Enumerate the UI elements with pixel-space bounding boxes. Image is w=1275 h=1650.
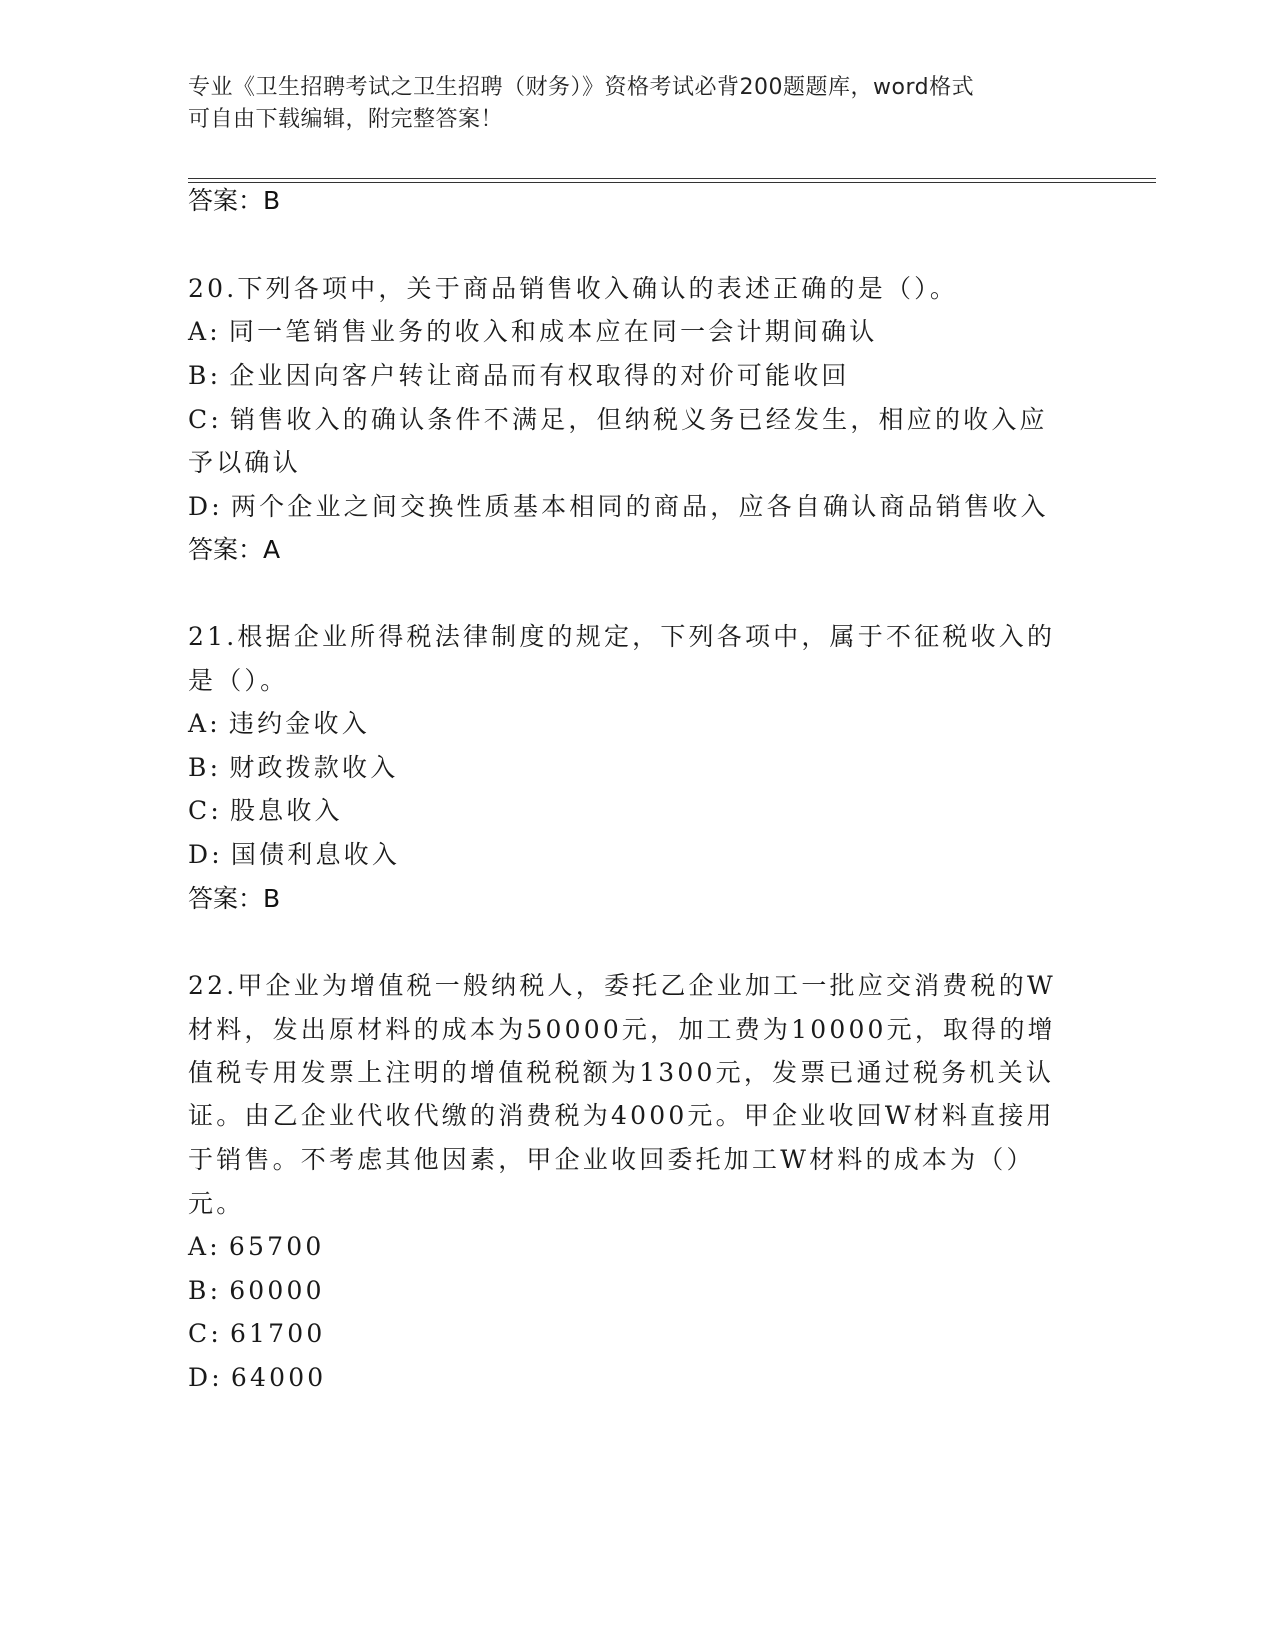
option-label: A:	[188, 1232, 221, 1261]
option-label: B:	[188, 1276, 222, 1305]
option-text: 企业因向客户转让商品而有权取得的对价可能收回	[229, 361, 850, 390]
prev-answer	[188, 184, 280, 218]
option-label: C:	[188, 796, 222, 825]
q20-option-c-continued	[188, 446, 301, 480]
answer-value: B	[263, 884, 281, 913]
option-label: B:	[188, 361, 222, 390]
option-text: 财政拨款收入	[229, 753, 399, 782]
option-text: 违约金收入	[228, 709, 370, 738]
option-text: 60000	[229, 1276, 325, 1305]
option-text: 股息收入	[229, 796, 343, 825]
header-line-2: 可自由下载编辑，附完整答案！	[188, 107, 504, 132]
header-divider	[188, 178, 1156, 183]
option-label: C:	[188, 405, 222, 434]
option-text: 国债利息收入	[230, 840, 401, 869]
q21-stem-line-2: 是（）。	[188, 666, 289, 695]
option-text: 65700	[228, 1232, 325, 1261]
q20-option-d	[188, 490, 1049, 524]
option-text: 予以确认	[188, 448, 301, 477]
option-text: 64000	[230, 1363, 327, 1392]
q20-option-c	[188, 403, 1048, 437]
q22-stem-line-1: 22.甲企业为增值税一般纳税人，委托乙企业加工一批应交消费税的W	[188, 971, 1056, 1000]
q21-option-b	[188, 751, 398, 785]
q22-stem-line-3: 值税专用发票上注明的增值税税额为1300元，发票已通过税务机关认	[188, 1058, 1055, 1087]
option-text: 两个企业之间交换性质基本相同的商品，应各自确认商品销售收入	[230, 492, 1049, 521]
answer-label: 答案：	[188, 884, 264, 913]
q22-stem-line-6: 元。	[188, 1189, 245, 1218]
q21-option-c	[188, 794, 343, 828]
q22-stem-line-2: 材料，发出原材料的成本为50000元，加工费为10000元，取得的增	[188, 1015, 1056, 1044]
option-text: 销售收入的确认条件不满足，但纳税义务已经发生，相应的收入应	[229, 405, 1048, 434]
answer-label: 答案：	[188, 186, 264, 215]
q20-stem: 20.下列各项中，关于商品销售收入确认的表述正确的是（）。	[188, 274, 959, 303]
q21-answer	[188, 882, 280, 916]
q22-stem-line-4: 证。由乙企业代收代缴的消费税为4000元。甲企业收回W材料直接用	[188, 1101, 1055, 1130]
q20-option-a	[188, 315, 878, 349]
option-text: 同一笔销售业务的收入和成本应在同一会计期间确认	[228, 317, 878, 346]
q22-stem-line-5: 于销售。不考虑其他因素，甲企业收回委托加工W材料的成本为（）	[188, 1145, 1035, 1174]
answer-value: A	[263, 535, 281, 564]
q21-option-d	[188, 838, 400, 872]
option-label: C:	[188, 1319, 222, 1348]
option-text: 61700	[229, 1319, 326, 1348]
option-label: D:	[188, 492, 223, 521]
q22-option-b	[188, 1274, 325, 1308]
option-label: D:	[188, 840, 223, 869]
option-label: A:	[188, 709, 221, 738]
q21-stem-line-1: 21.根据企业所得税法律制度的规定，下列各项中，属于不征税收入的	[188, 622, 1056, 651]
document-header	[188, 72, 1088, 136]
q20-answer	[188, 533, 280, 567]
header-line-1: 专业《卫生招聘考试之卫生招聘（财务）》资格考试必背200题题库，word格式	[188, 75, 975, 100]
q21-option-a	[188, 707, 370, 741]
q20-option-b	[188, 359, 850, 393]
option-label: D:	[188, 1363, 223, 1392]
answer-value: B	[263, 186, 281, 215]
option-label: A:	[188, 317, 221, 346]
q22-option-d	[188, 1361, 326, 1395]
q22-option-a	[188, 1230, 324, 1264]
option-label: B:	[188, 753, 222, 782]
answer-label: 答案：	[188, 535, 264, 564]
q22-option-c	[188, 1317, 325, 1351]
